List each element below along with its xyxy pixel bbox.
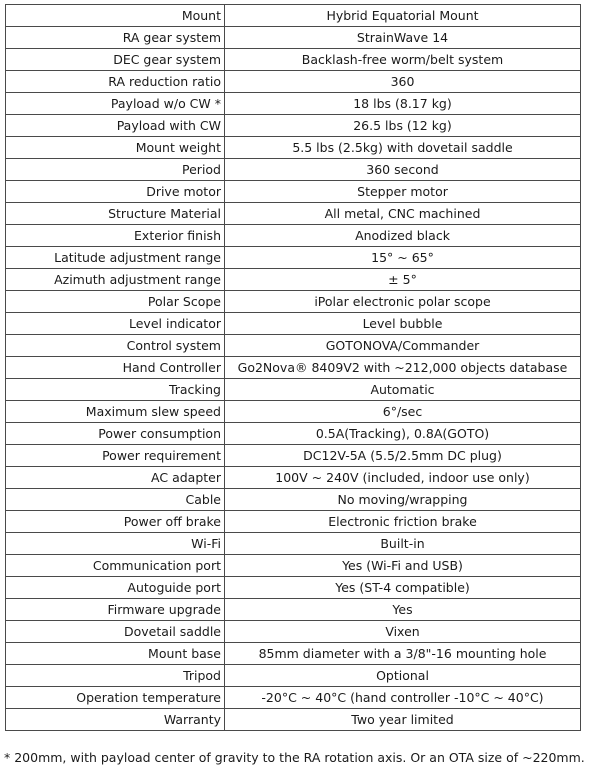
spec-label: Autoguide port xyxy=(6,577,225,599)
spec-row xyxy=(6,489,581,511)
spec-value: 26.5 lbs (12 kg) xyxy=(225,115,581,137)
spec-label: DEC gear system xyxy=(6,49,225,71)
footnote: * 200mm, with payload center of gravity to the RA rotation axis. Or an OTA size of ~220mm. xyxy=(4,750,585,765)
spec-label: AC adapter xyxy=(6,467,225,489)
spec-value: Yes (ST-4 compatible) xyxy=(225,577,581,599)
spec-label: Dovetail saddle xyxy=(6,621,225,643)
spec-label: RA gear system xyxy=(6,27,225,49)
spec-label: Drive motor xyxy=(6,181,225,203)
spec-label: Maximum slew speed xyxy=(6,401,225,423)
spec-label: Wi-Fi xyxy=(6,533,225,555)
spec-value: Yes xyxy=(225,599,581,621)
spec-label: Mount weight xyxy=(6,137,225,159)
spec-value: No moving/wrapping xyxy=(225,489,581,511)
spec-label: Operation temperature xyxy=(6,687,225,709)
spec-table-container xyxy=(5,4,581,731)
spec-label: Latitude adjustment range xyxy=(6,247,225,269)
spec-value: ± 5° xyxy=(225,269,581,291)
spec-value: Built-in xyxy=(225,533,581,555)
spec-value: Electronic friction brake xyxy=(225,511,581,533)
spec-label: Cable xyxy=(6,489,225,511)
spec-value: 5.5 lbs (2.5kg) with dovetail saddle xyxy=(225,137,581,159)
spec-label: Period xyxy=(6,159,225,181)
spec-row xyxy=(6,511,581,533)
spec-value: All metal, CNC machined xyxy=(225,203,581,225)
spec-value: DC12V-5A (5.5/2.5mm DC plug) xyxy=(225,445,581,467)
spec-value: 85mm diameter with a 3/8"-16 mounting hole xyxy=(225,643,581,665)
spec-label: Structure Material xyxy=(6,203,225,225)
spec-label: Tripod xyxy=(6,665,225,687)
spec-row xyxy=(6,687,581,709)
spec-row xyxy=(6,599,581,621)
spec-value: StrainWave 14 xyxy=(225,27,581,49)
spec-value: Backlash-free worm/belt system xyxy=(225,49,581,71)
spec-row xyxy=(6,291,581,313)
spec-row xyxy=(6,467,581,489)
spec-label: Warranty xyxy=(6,709,225,731)
spec-value: Anodized black xyxy=(225,225,581,247)
spec-row xyxy=(6,247,581,269)
spec-label: RA reduction ratio xyxy=(6,71,225,93)
spec-value: 15° ~ 65° xyxy=(225,247,581,269)
spec-row xyxy=(6,269,581,291)
spec-row xyxy=(6,49,581,71)
spec-label: Mount base xyxy=(6,643,225,665)
spec-value: 6°/sec xyxy=(225,401,581,423)
spec-label: Hand Controller xyxy=(6,357,225,379)
spec-row xyxy=(6,555,581,577)
spec-row xyxy=(6,423,581,445)
spec-label: Power consumption xyxy=(6,423,225,445)
spec-table-body xyxy=(6,5,581,731)
spec-row xyxy=(6,71,581,93)
spec-row xyxy=(6,401,581,423)
spec-value: Yes (Wi-Fi and USB) xyxy=(225,555,581,577)
spec-value: 0.5A(Tracking), 0.8A(GOTO) xyxy=(225,423,581,445)
spec-value: -20°C ~ 40°C (hand controller -10°C ~ 40°C) xyxy=(225,687,581,709)
spec-label: Power off brake xyxy=(6,511,225,533)
spec-label: Tracking xyxy=(6,379,225,401)
spec-row xyxy=(6,621,581,643)
spec-row xyxy=(6,203,581,225)
spec-row xyxy=(6,225,581,247)
spec-row xyxy=(6,665,581,687)
spec-label: Firmware upgrade xyxy=(6,599,225,621)
spec-value: Vixen xyxy=(225,621,581,643)
spec-value: GOTONOVA/Commander xyxy=(225,335,581,357)
spec-row xyxy=(6,5,581,27)
spec-value: Automatic xyxy=(225,379,581,401)
spec-row xyxy=(6,709,581,731)
spec-label: Communication port xyxy=(6,555,225,577)
spec-value: Level bubble xyxy=(225,313,581,335)
spec-value: 360 xyxy=(225,71,581,93)
spec-row xyxy=(6,577,581,599)
spec-row xyxy=(6,159,581,181)
spec-row xyxy=(6,181,581,203)
spec-row xyxy=(6,115,581,137)
spec-row xyxy=(6,357,581,379)
spec-row xyxy=(6,643,581,665)
spec-label: Mount xyxy=(6,5,225,27)
spec-row xyxy=(6,27,581,49)
spec-row xyxy=(6,335,581,357)
spec-label: Payload w/o CW * xyxy=(6,93,225,115)
spec-label: Exterior finish xyxy=(6,225,225,247)
spec-value: Go2Nova® 8409V2 with ~212,000 objects database xyxy=(225,357,581,379)
spec-label: Azimuth adjustment range xyxy=(6,269,225,291)
spec-table xyxy=(5,4,581,731)
spec-row xyxy=(6,379,581,401)
spec-value: Optional xyxy=(225,665,581,687)
spec-row xyxy=(6,533,581,555)
spec-row xyxy=(6,137,581,159)
spec-value: Hybrid Equatorial Mount xyxy=(225,5,581,27)
spec-label: Level indicator xyxy=(6,313,225,335)
spec-value: Stepper motor xyxy=(225,181,581,203)
spec-row xyxy=(6,313,581,335)
spec-value: 360 second xyxy=(225,159,581,181)
spec-value: 18 lbs (8.17 kg) xyxy=(225,93,581,115)
spec-label: Power requirement xyxy=(6,445,225,467)
spec-label: Control system xyxy=(6,335,225,357)
spec-row xyxy=(6,445,581,467)
spec-label: Payload with CW xyxy=(6,115,225,137)
spec-value: iPolar electronic polar scope xyxy=(225,291,581,313)
spec-row xyxy=(6,93,581,115)
spec-label: Polar Scope xyxy=(6,291,225,313)
spec-value: 100V ~ 240V (included, indoor use only) xyxy=(225,467,581,489)
spec-value: Two year limited xyxy=(225,709,581,731)
